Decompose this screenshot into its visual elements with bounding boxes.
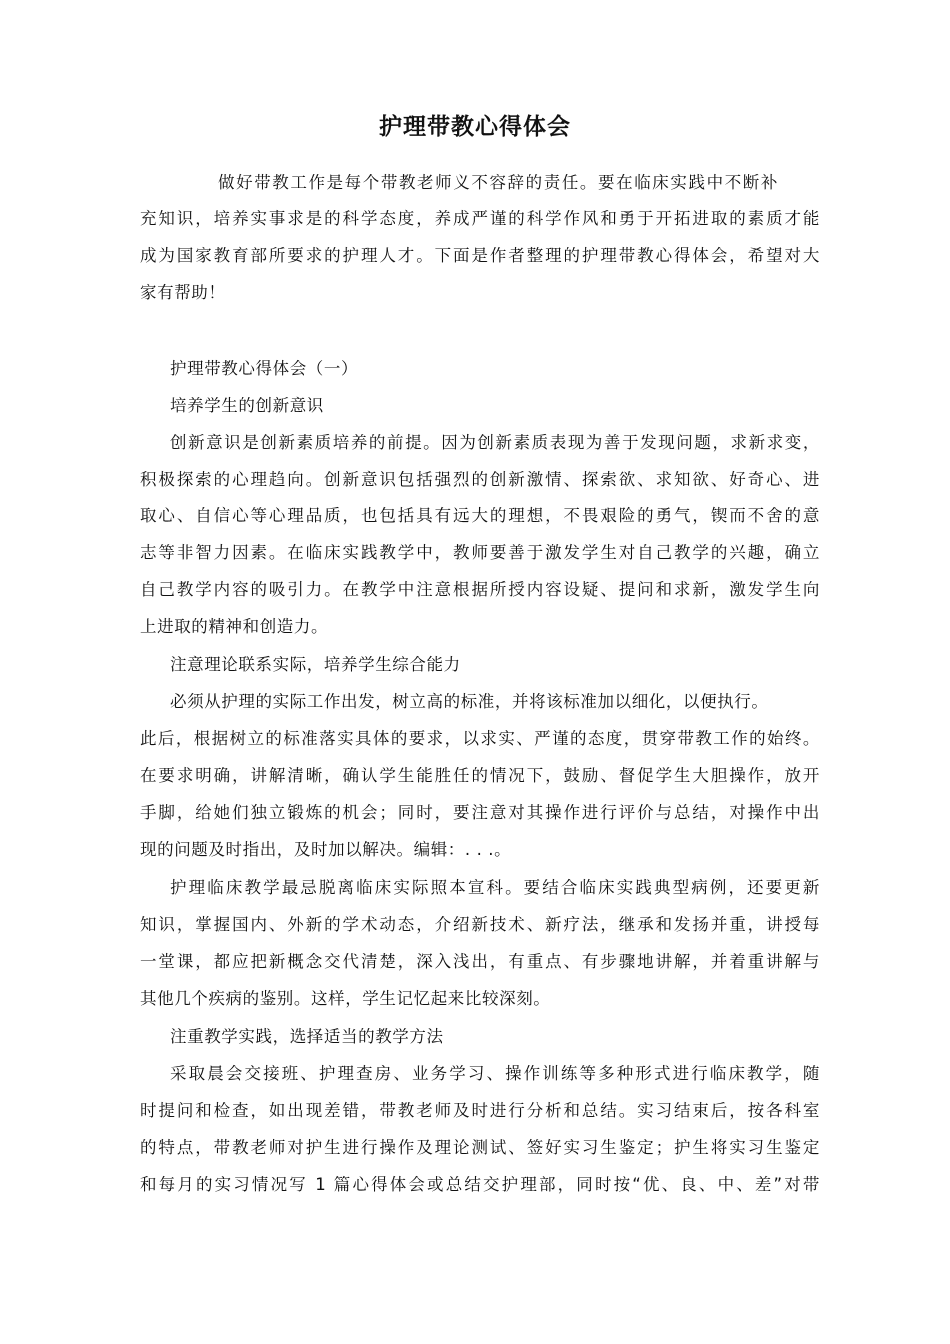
paragraph-line: 创新意识是创新素质培养的前提。因为创新素质表现为善于发现问题，求新求变， <box>170 433 820 452</box>
subheading-innovation: 培养学生的创新意识 <box>170 396 324 415</box>
paragraph-line: 积极探索的心理趋向。创新意识包括强烈的创新激情、探索欲、求知欲、好奇心、进 <box>140 470 820 489</box>
subheading-theory: 注意理论联系实际，培养学生综合能力 <box>170 655 461 674</box>
intro-line-2: 充知识，培养实事求是的科学态度，养成严谨的科学作风和勇于开拓进取的素质才能 <box>140 209 820 228</box>
paragraph-line: 志等非智力因素。在临床实践教学中，教师要善于激发学生对自己教学的兴趣，确立 <box>140 543 820 562</box>
paragraph-line: 和每月的实习情况写 1 篇心得体会或总结交护理部，同时按“优、良、中、差”对带 <box>140 1175 820 1194</box>
paragraph-line: 必须从护理的实际工作出发，树立高的标准，并将该标准加以细化，以便执行。 <box>170 692 769 711</box>
paragraph-line: 一堂课，都应把新概念交代清楚，深入浅出，有重点、有步骤地讲解，并着重讲解与 <box>140 952 820 971</box>
paragraph-line: 取心、自信心等心理品质，也包括具有远大的理想，不畏艰险的勇气，锲而不舍的意 <box>140 506 820 525</box>
paragraph-line: 自己教学内容的吸引力。在教学中注意根据所授内容设疑、提问和求新，激发学生向 <box>140 580 820 599</box>
paragraph-line: 此后，根据树立的标准落实具体的要求，以求实、严谨的态度，贯穿带教工作的始终。 <box>140 729 820 748</box>
paragraph-line: 时提问和检查，如出现差错，带教老师及时进行分析和总结。实习结束后，按各科室 <box>140 1101 820 1120</box>
paragraph-line: 上进取的精神和创造力。 <box>140 617 329 636</box>
document-title: 护理带教心得体会 <box>379 114 571 140</box>
subheading-practice: 注重教学实践，选择适当的教学方法 <box>170 1027 444 1046</box>
section-heading: 护理带教心得体会（一） <box>170 359 359 378</box>
paragraph-line: 在要求明确，讲解清晰，确认学生能胜任的情况下，鼓励、督促学生大胆操作，放开 <box>140 766 820 785</box>
paragraph-line: 现的问题及时指出，及时加以解决。编辑：. . .。 <box>140 840 512 859</box>
intro-line-1: 做好带教工作是每个带教老师义不容辞的责任。要在临床实践中不断补 <box>218 173 778 192</box>
intro-line-4: 家有帮助！ <box>140 283 226 302</box>
paragraph-line: 护理临床教学最忌脱离临床实际照本宣科。要结合临床实践典型病例，还要更新 <box>170 878 820 897</box>
paragraph-line: 的特点，带教老师对护生进行操作及理论测试、签好实习生鉴定；护生将实习生鉴定 <box>140 1138 820 1157</box>
paragraph-line: 其他几个疾病的鉴别。这样，学生记忆起来比较深刻。 <box>140 989 551 1008</box>
paragraph-line: 手脚，给她们独立锻炼的机会；同时，要注意对其操作进行评价与总结，对操作中出 <box>140 803 820 822</box>
intro-line-3: 成为国家教育部所要求的护理人才。下面是作者整理的护理带教心得体会，希望对大 <box>140 246 820 265</box>
paragraph-line: 采取晨会交接班、护理查房、业务学习、操作训练等多种形式进行临床教学，随 <box>170 1064 820 1083</box>
paragraph-line: 知识，掌握国内、外新的学术动态，介绍新技术、新疗法，继承和发扬并重，讲授每 <box>140 915 820 934</box>
